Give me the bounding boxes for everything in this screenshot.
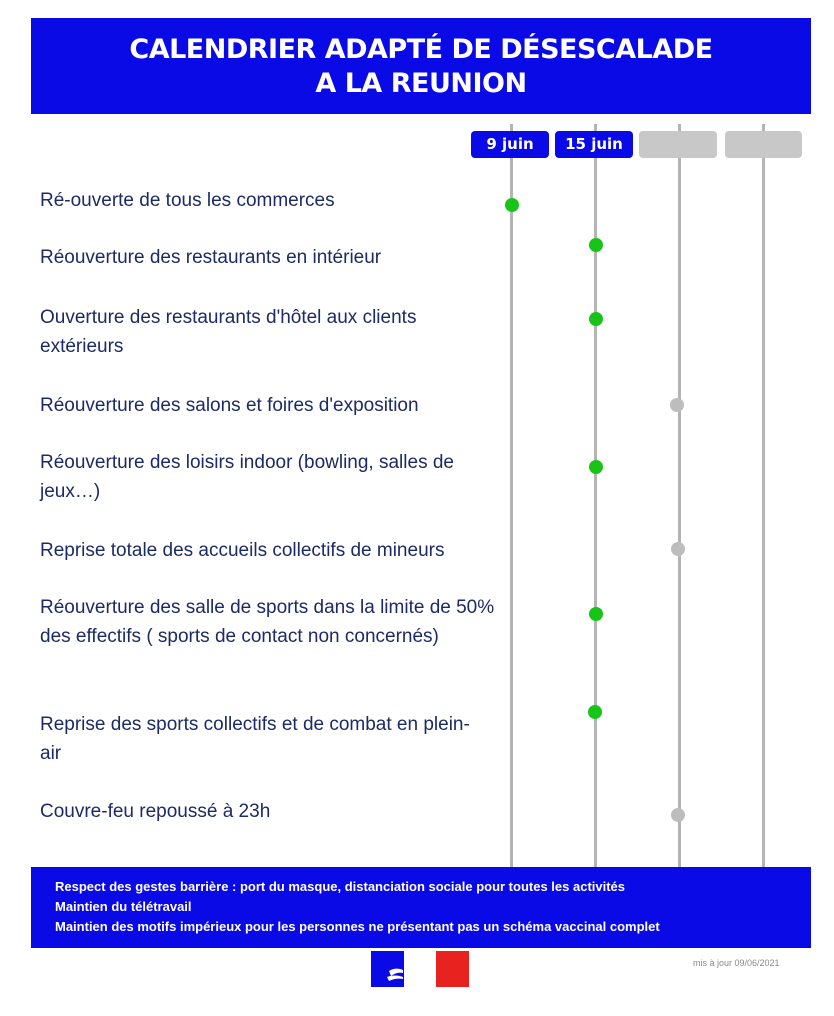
row-text-2: Réouverture des restaurants en intérieur bbox=[40, 247, 382, 268]
row-text-1: Ré-ouverte de tous les commerces bbox=[40, 190, 335, 211]
row-text-7: Réouverture des salle de sports dans la limite de 50% des effectifs ( sports de contact non concernés) bbox=[40, 597, 495, 647]
marianne-profile-icon bbox=[371, 951, 469, 987]
column-label-1: 9 juin bbox=[471, 131, 549, 158]
row-marker-4 bbox=[670, 398, 684, 412]
row-text-5: Réouverture des loisirs indoor (bowling, salles de jeux…) bbox=[40, 452, 454, 502]
row-marker-6 bbox=[671, 542, 685, 556]
row-marker-2 bbox=[589, 238, 603, 252]
footer-line-2: Maintien du télétravail bbox=[55, 899, 192, 914]
column-label-2: 15 juin bbox=[555, 131, 633, 158]
row-text-6: Reprise totale des accueils collectifs de mineurs bbox=[40, 540, 445, 561]
row-marker-8 bbox=[588, 705, 602, 719]
row-text-9: Couvre-feu repoussé à 23h bbox=[40, 801, 271, 822]
timeline-line-1 bbox=[510, 124, 513, 868]
column-label-3 bbox=[639, 131, 717, 158]
row-marker-3 bbox=[589, 312, 603, 326]
footer-notice bbox=[31, 867, 811, 948]
timeline-line-4 bbox=[762, 124, 765, 868]
update-note: mis à jour 09/06/2021 bbox=[693, 958, 780, 968]
row-marker-9 bbox=[671, 808, 685, 822]
row-text-8: Reprise des sports collectifs et de combat en plein-air bbox=[40, 714, 470, 764]
row-text-4: Réouverture des salons et foires d'exposition bbox=[40, 395, 419, 416]
row-marker-1 bbox=[505, 198, 519, 212]
title-line-1: CALENDRIER ADAPTÉ DE DÉSESCALADE bbox=[129, 34, 713, 65]
timeline-line-2 bbox=[594, 124, 597, 868]
row-marker-7 bbox=[589, 607, 603, 621]
row-text-3: Ouverture des restaurants d'hôtel aux clients extérieurs bbox=[40, 307, 417, 357]
footer-line-3: Maintien des motifs impérieux pour les personnes ne présentant pas un schéma vaccinal complet bbox=[55, 919, 660, 934]
marianne-logo-icon bbox=[371, 951, 469, 987]
timeline-line-3 bbox=[678, 124, 681, 868]
footer-line-1: Respect des gestes barrière : port du masque, distanciation sociale pour toutes les activités bbox=[55, 879, 626, 894]
page-header bbox=[31, 18, 811, 114]
row-marker-5 bbox=[589, 460, 603, 474]
title-line-2: A LA REUNION bbox=[315, 68, 527, 99]
column-label-4 bbox=[725, 131, 802, 158]
